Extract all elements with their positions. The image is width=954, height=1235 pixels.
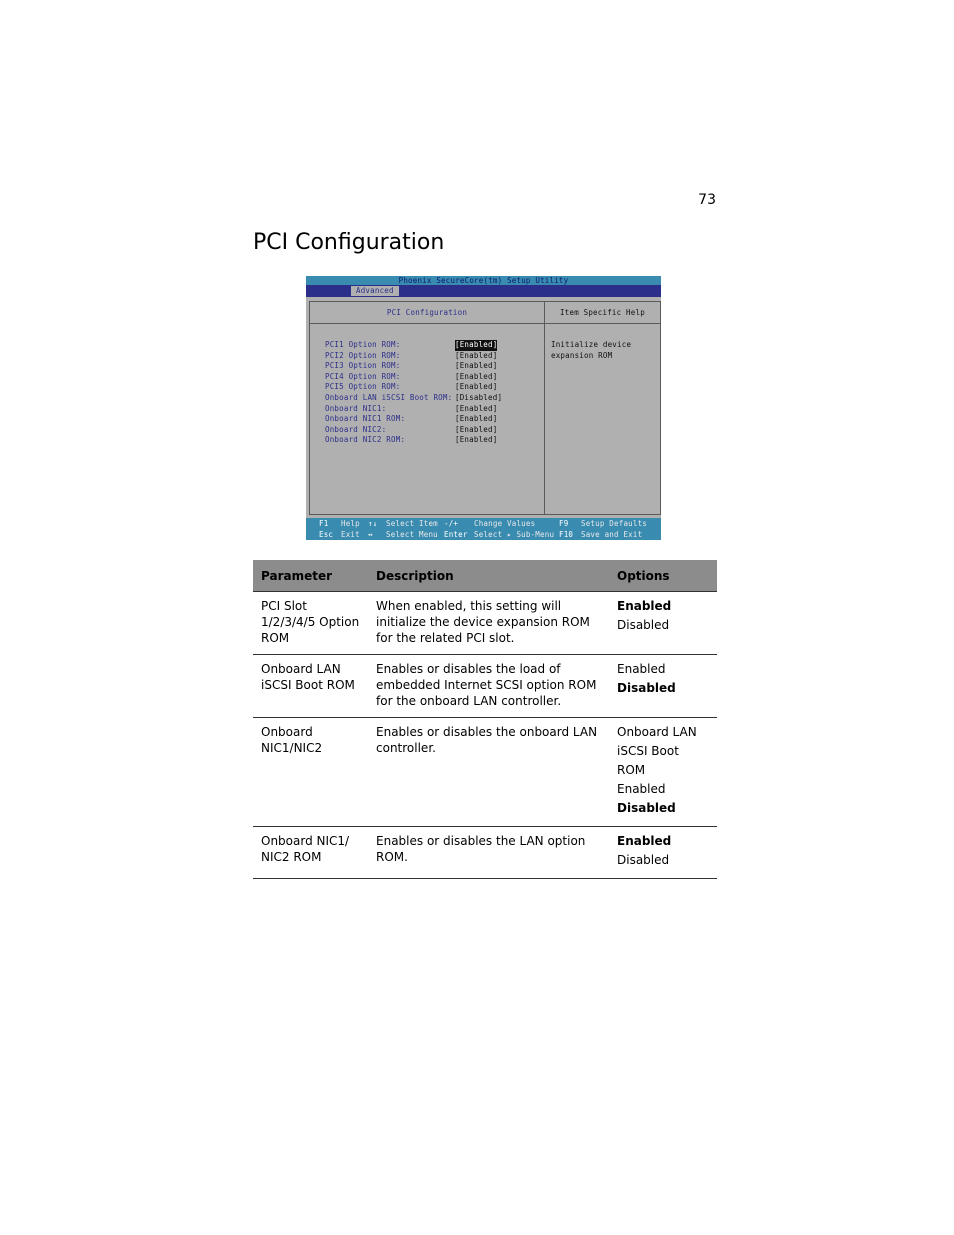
footer-action: Select ▸ Sub-Menu xyxy=(474,530,555,539)
bios-item-value[interactable]: [Enabled] xyxy=(455,350,498,360)
divider xyxy=(545,323,660,324)
bios-item-pci3[interactable]: PCI3 Option ROM: [Enabled] xyxy=(325,361,498,371)
cell-description: When enabled, this setting will initialize the device expansion ROM for the related PCI slot. xyxy=(368,592,609,655)
bios-menubar xyxy=(306,285,661,297)
bios-item-value[interactable]: [Enabled] xyxy=(455,435,498,445)
footer-key: F1 xyxy=(319,519,329,528)
bios-item-value[interactable]: [Enabled] xyxy=(455,340,498,349)
divider xyxy=(310,323,544,324)
table-row xyxy=(253,655,717,718)
bios-item-value[interactable]: [Disabled] xyxy=(455,392,503,402)
option-value: Onboard LAN xyxy=(617,725,697,739)
bios-item-pci4[interactable]: PCI4 Option ROM: [Enabled] xyxy=(325,371,498,381)
bios-footer xyxy=(306,518,661,540)
footer-action: Change Values xyxy=(474,519,536,528)
option-value: iSCSI Boot ROM xyxy=(617,744,679,777)
option-value: Enabled xyxy=(617,782,666,796)
bios-settings-panel xyxy=(309,301,545,515)
footer-action: Exit xyxy=(341,530,360,539)
cell-description: Enables or disables the load of embedded Internet SCSI option ROM for the onboard LAN controller. xyxy=(368,655,609,718)
footer-action: Setup Defaults xyxy=(581,519,648,528)
bios-item-lan-iscsi[interactable]: Onboard LAN iSCSI Boot ROM: [Disabled] xyxy=(325,392,503,402)
cell-parameter: PCI Slot 1/2/3/4/5 Option ROM xyxy=(253,592,368,655)
cell-description: Enables or disables the LAN option ROM. xyxy=(368,827,609,879)
bios-item-value[interactable]: [Enabled] xyxy=(455,371,498,381)
footer-key: F9 xyxy=(559,519,569,528)
cell-description: Enables or disables the onboard LAN controller. xyxy=(368,718,609,827)
parameter-table xyxy=(253,560,717,879)
footer-key: -/+ xyxy=(444,519,459,528)
cell-parameter: Onboard NIC1/ NIC2 ROM xyxy=(253,827,368,879)
footer-action: Help xyxy=(341,519,360,528)
footer-key: ↔ xyxy=(368,530,373,539)
table-header-row xyxy=(253,560,717,592)
option-value: Enabled xyxy=(617,662,666,676)
bios-help-panel xyxy=(544,301,661,515)
option-value: Disabled xyxy=(617,853,670,867)
bios-tab-advanced[interactable]: Advanced xyxy=(351,286,399,296)
bios-item-list xyxy=(325,340,540,446)
bios-item-nic1[interactable]: Onboard NIC1: [Enabled] xyxy=(325,403,498,413)
bios-item-value[interactable]: [Enabled] xyxy=(455,414,498,424)
column-header-options: Options xyxy=(609,560,717,592)
footer-key: Esc xyxy=(319,530,334,539)
footer-action: Select Menu xyxy=(386,530,438,539)
bios-title: Phoenix SecureCore(tm) Setup Utility xyxy=(306,276,661,285)
bios-item-value[interactable]: [Enabled] xyxy=(455,361,498,371)
option-value: Enabled xyxy=(617,599,672,613)
footer-key: F10 xyxy=(559,530,574,539)
bios-item-value[interactable]: [Enabled] xyxy=(455,382,498,392)
table-row xyxy=(253,718,717,827)
cell-parameter: Onboard LAN iSCSI Boot ROM xyxy=(253,655,368,718)
cell-options xyxy=(609,718,717,827)
bios-help-title: Item Specific Help xyxy=(560,308,645,317)
page-heading: PCI Configuration xyxy=(253,230,445,255)
bios-screenshot xyxy=(306,276,661,540)
bios-item-pci1[interactable]: PCI1 Option ROM: [Enabled] xyxy=(325,340,498,349)
bios-item-value[interactable]: [Enabled] xyxy=(455,424,498,434)
table-row xyxy=(253,592,717,655)
bios-item-pci2[interactable]: PCI2 Option ROM: [Enabled] xyxy=(325,350,498,360)
bios-item-pci5[interactable]: PCI5 Option ROM: [Enabled] xyxy=(325,382,498,392)
table-row xyxy=(253,827,717,879)
column-header-parameter: Parameter xyxy=(253,560,368,592)
option-value: Disabled xyxy=(617,801,676,815)
footer-action: Select Item xyxy=(386,519,438,528)
cell-options xyxy=(609,655,717,718)
cell-options xyxy=(609,827,717,879)
footer-key: Enter xyxy=(444,530,468,539)
bios-help-text: Initialize device expansion ROM xyxy=(551,340,632,360)
option-value: Enabled xyxy=(617,834,672,848)
bios-panel-title: PCI Configuration xyxy=(386,308,468,317)
cell-parameter: Onboard NIC1/NIC2 xyxy=(253,718,368,827)
column-header-description: Description xyxy=(368,560,609,592)
bios-item-nic1-rom[interactable]: Onboard NIC1 ROM: [Enabled] xyxy=(325,414,498,424)
bios-item-value[interactable]: [Enabled] xyxy=(455,403,498,413)
bios-item-nic2-rom[interactable]: Onboard NIC2 ROM: [Enabled] xyxy=(325,435,498,445)
footer-action: Save and Exit xyxy=(581,530,643,539)
option-value: Disabled xyxy=(617,681,676,695)
footer-key: ↑↓ xyxy=(368,519,378,528)
bios-item-nic2[interactable]: Onboard NIC2: [Enabled] xyxy=(325,424,498,434)
cell-options xyxy=(609,592,717,655)
page-number: 73 xyxy=(698,192,716,208)
option-value: Disabled xyxy=(617,618,670,632)
